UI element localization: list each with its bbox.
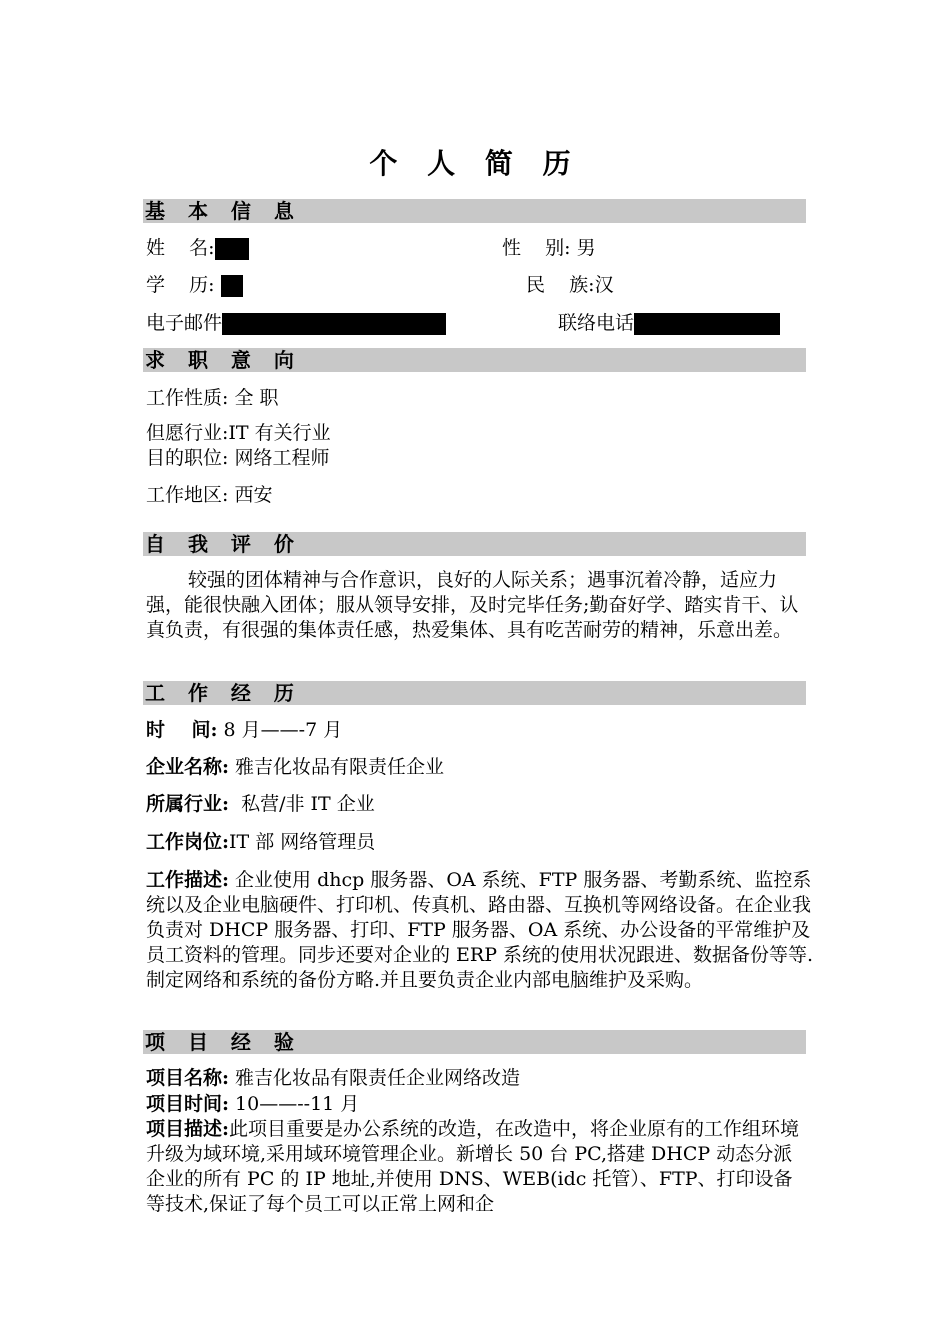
email-redaction xyxy=(222,313,446,335)
work-company-row xyxy=(146,755,444,779)
work-time-value: 8 月——-7 月 xyxy=(217,719,343,741)
job-location: 工作地区: 西安 xyxy=(146,484,273,506)
page-title: 个 人 简 历 xyxy=(369,147,581,180)
work-post-row xyxy=(146,830,375,854)
section-job-intent: 求 职 意 向 xyxy=(143,348,806,372)
project-time-row xyxy=(146,1092,359,1116)
name-row xyxy=(146,236,249,260)
project-time-label: 项目时间: xyxy=(146,1093,230,1115)
work-time-row xyxy=(146,718,342,742)
project-name-row xyxy=(146,1066,520,1090)
work-industry-label: 所属行业: xyxy=(146,793,230,815)
work-company-label: 企业名称: xyxy=(146,756,230,778)
job-nature: 工作性质: 全 职 xyxy=(146,387,279,409)
email-label: 电子邮件 xyxy=(146,312,223,334)
email-row xyxy=(146,311,446,335)
education-label: 学 历: xyxy=(146,274,215,296)
work-company-value: 雅吉化妆品有限责任企业 xyxy=(229,756,445,778)
gender-label: 性 别: xyxy=(502,237,571,259)
section-self-evaluation: 自 我 评 价 xyxy=(143,532,806,556)
project-name-value: 雅吉化妆品有限责任企业网络改造 xyxy=(229,1067,521,1089)
gender-row xyxy=(502,236,596,260)
phone-label: 联络电话 xyxy=(558,312,635,334)
ethnic-value: 汉 xyxy=(594,274,614,296)
work-post-label: 工作岗位: xyxy=(146,831,230,853)
work-time-label: 时 间: xyxy=(146,719,218,741)
phone-redaction xyxy=(634,313,780,335)
work-description xyxy=(146,868,822,993)
job-industry: 但愿行业:IT 有关行业 xyxy=(146,422,331,444)
work-desc-label: 工作描述: xyxy=(146,869,230,891)
ethnic-label: 民 族: xyxy=(526,274,595,296)
phone-row xyxy=(558,311,780,335)
work-industry-row xyxy=(146,792,375,816)
section-basic-info: 基 本 信 息 xyxy=(143,199,806,223)
ethnic-row xyxy=(526,273,614,297)
section-project-experience: 项 目 经 验 xyxy=(143,1030,806,1054)
work-industry-value: 私营/非 IT 企业 xyxy=(229,793,375,815)
project-description xyxy=(146,1117,810,1217)
name-label: 姓 名: xyxy=(146,237,215,259)
education-row xyxy=(146,273,243,297)
gender-value: 男 xyxy=(576,237,596,259)
work-desc-value: 企业使用 dhcp 服务器、OA 系统、FTP 服务器、考勤系统、监控系统以及企业电脑硬件、打印机、传真机、路由器、互换机等网络设备。在企业我负责对 DHCP 服务器、打印、FTP 服务器、OA 系统、办公设备的平常维护及员工资料的管理。同步还要对企业的 ERP 系统的使用状况跟进、数据备份等等.制定网络和系统的备份方略.并且要负责企业内部电脑维护及采购。 xyxy=(146,869,814,991)
project-desc-value: 此项目重要是办公系统的改造，在改造中，将企业原有的工作组环境升级为域环境,采用域环境管理企业。新增长 50 台 PC,搭建 DHCP 动态分派企业的所有 PC 的 IP 地址,并使用 DNS、WEB(idc 托管）、FTP、打印设备等技术,保证了每个员工可以正常上网和企 xyxy=(146,1118,800,1215)
project-name-label: 项目名称: xyxy=(146,1067,230,1089)
section-work-experience: 工 作 经 历 xyxy=(143,681,806,705)
self-evaluation-text: 较强的团体精神与合作意识，良好的人际关系；遇事沉着冷静，适应力强，能很快融入团体；服从领导安排，及时完毕任务;勤奋好学、踏实肯干、认真负责，有很强的集体责任感，热爱集体、具有吃苦耐劳的精神，乐意出差。 xyxy=(146,569,799,641)
job-position: 目的职位: 网络工程师 xyxy=(146,447,330,469)
project-time-value: 10——--11 月 xyxy=(229,1093,360,1115)
education-redaction xyxy=(221,275,243,297)
project-desc-label: 项目描述: xyxy=(146,1118,230,1140)
name-redaction xyxy=(215,238,249,260)
work-post-value: IT 部 网络管理员 xyxy=(229,831,376,853)
